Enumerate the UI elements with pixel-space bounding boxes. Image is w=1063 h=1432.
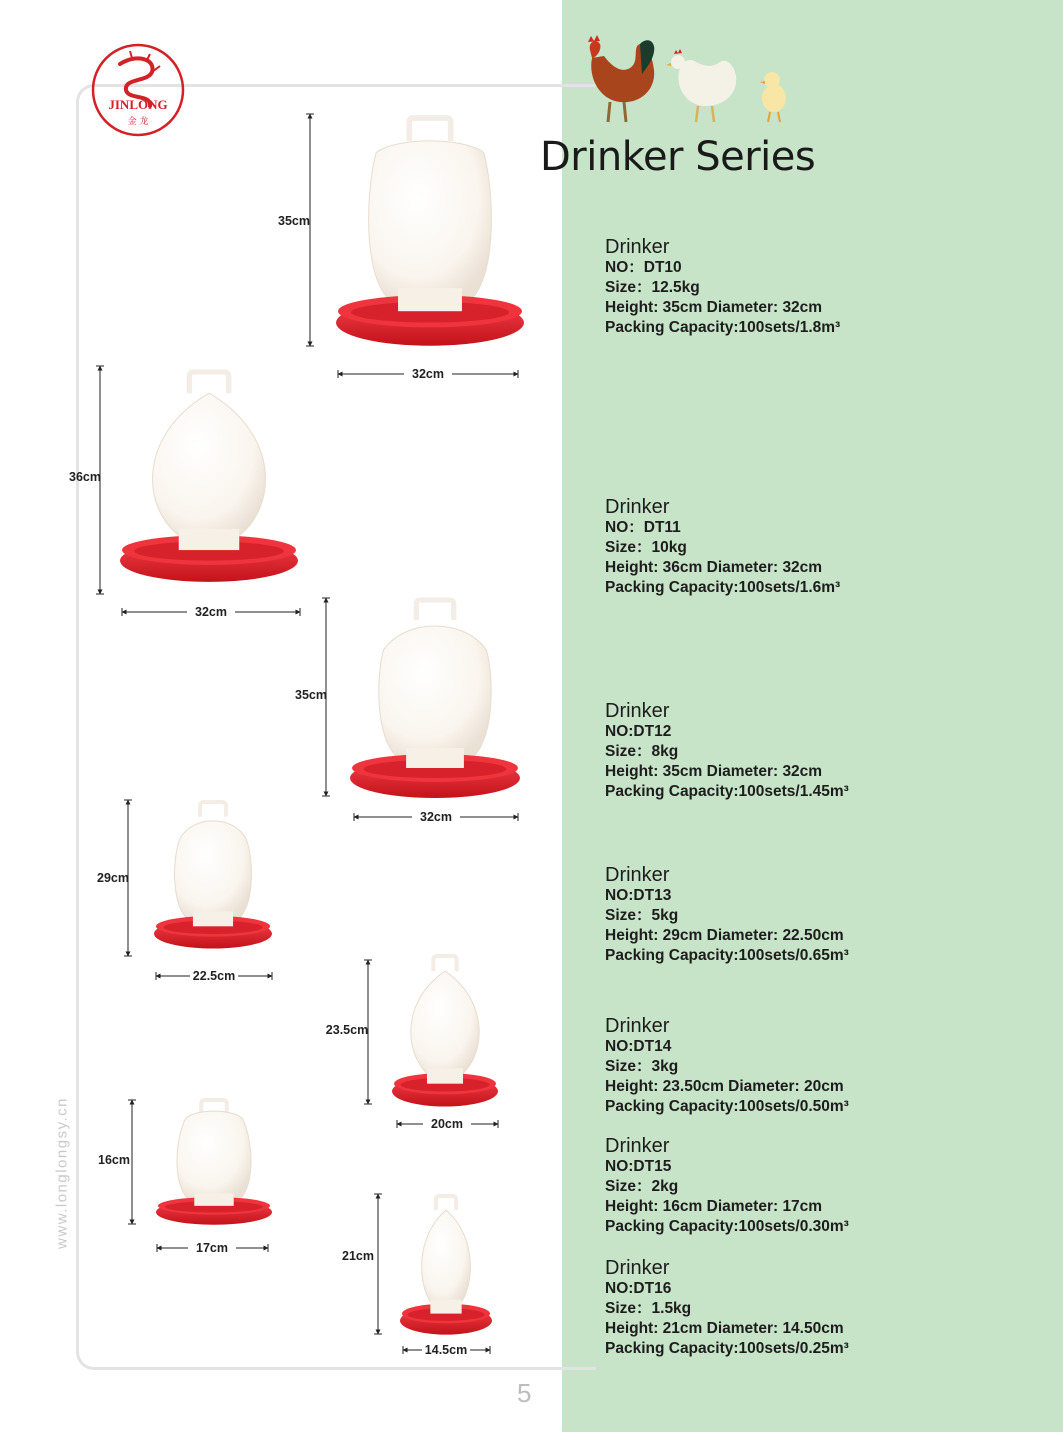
spec-packing: Packing Capacity:100sets/0.30m³ [605, 1218, 849, 1235]
spec-packing: Packing Capacity:100sets/0.50m³ [605, 1098, 849, 1115]
drinker-neck [406, 748, 464, 768]
spec-dt14 [605, 1015, 849, 1117]
height-label: 23.5cm [325, 1023, 369, 1037]
drinker-11 [69, 366, 300, 619]
logo-chinese: 金 龙 [127, 117, 149, 127]
drinker-neck [194, 1193, 233, 1206]
drinker-neck [427, 1068, 463, 1083]
drinker-neck [430, 1300, 461, 1314]
width-label: 22.5cm [192, 969, 236, 983]
handle [200, 802, 226, 817]
width-label: 20cm [431, 1117, 463, 1131]
spec-packing: Packing Capacity:100sets/1.45m³ [605, 783, 849, 800]
spec-dims: Height: 35cm Diameter: 32cm [605, 299, 823, 316]
drinker-body [175, 821, 252, 921]
spec-dt10 [605, 236, 840, 338]
website-vertical: www.longlongsy.cn [53, 1097, 71, 1249]
spec-no: NO:DT15 [605, 1158, 672, 1175]
spec-dims: Height: 36cm Diameter: 32cm [605, 559, 823, 576]
logo-wordmark: JINLONG [108, 97, 168, 112]
spec-size: Size：12.5kg [605, 279, 700, 296]
spec-dims: Height: 29cm Diameter: 22.50cm [605, 927, 844, 944]
drinker-neck [193, 912, 233, 927]
drinker-body [153, 393, 266, 541]
width-label: 17cm [196, 1241, 228, 1255]
spec-name: Drinker [605, 1257, 670, 1279]
spec-dims: Height: 16cm Diameter: 17cm [605, 1198, 823, 1215]
handle [189, 372, 228, 393]
spec-dims: Height: 21cm Diameter: 14.50cm [605, 1320, 844, 1337]
handle [436, 1196, 456, 1210]
height-label: 35cm [295, 688, 327, 702]
spec-name: Drinker [605, 864, 670, 886]
handle [409, 118, 450, 141]
spec-dt15 [605, 1135, 849, 1237]
handle [433, 956, 456, 971]
spec-size: Size：10kg [605, 539, 687, 556]
spec-no: NO:DT16 [605, 1280, 672, 1297]
spec-name: Drinker [605, 236, 670, 258]
drinker-body [411, 971, 479, 1077]
width-label: 32cm [412, 367, 444, 381]
spec-dt12 [605, 700, 849, 802]
page-number: 5 [517, 1378, 532, 1408]
spec-packing: Packing Capacity:100sets/1.6m³ [605, 579, 841, 596]
spec-packing: Packing Capacity:100sets/0.25m³ [605, 1340, 849, 1357]
spec-no: NO：DT11 [605, 519, 681, 536]
spec-no: NO:DT12 [605, 723, 672, 740]
spec-size: Size：5kg [605, 907, 679, 924]
height-label: 29cm [97, 871, 129, 885]
spec-dt13 [605, 864, 849, 966]
height-label: 35cm [278, 214, 310, 228]
drinker-body [379, 626, 491, 760]
spec-dt11 [605, 496, 840, 598]
height-label: 21cm [342, 1249, 374, 1263]
width-label: 14.5cm [424, 1343, 468, 1357]
spec-no: NO：DT10 [605, 259, 682, 276]
drinker-neck [179, 529, 240, 550]
spec-dt16 [605, 1257, 849, 1359]
series-title: Drinker Series [540, 134, 816, 180]
drinker-12 [295, 598, 520, 824]
drinker-16 [342, 1194, 492, 1357]
drinker-15 [98, 1100, 272, 1255]
drinker-10 [278, 114, 524, 381]
spec-no: NO:DT13 [605, 887, 672, 904]
drinker-14 [326, 956, 498, 1131]
width-label: 32cm [420, 810, 452, 824]
drinker-body [369, 141, 492, 302]
height-label: 36cm [69, 470, 101, 484]
spec-packing: Packing Capacity:100sets/1.8m³ [605, 319, 841, 336]
spec-name: Drinker [605, 496, 670, 518]
spec-no: NO:DT14 [605, 1038, 672, 1055]
spec-size: Size：3kg [605, 1058, 679, 1075]
spec-size: Size：8kg [605, 743, 679, 760]
spec-packing: Packing Capacity:100sets/0.65m³ [605, 947, 849, 964]
drinker-body [177, 1111, 251, 1201]
spec-dims: Height: 23.50cm Diameter: 20cm [605, 1078, 844, 1095]
spec-name: Drinker [605, 700, 670, 722]
spec-size: Size：1.5kg [605, 1300, 692, 1317]
height-label: 16cm [98, 1153, 130, 1167]
spec-dims: Height: 35cm Diameter: 32cm [605, 763, 823, 780]
drinker-13 [97, 800, 272, 983]
width-label: 32cm [195, 605, 227, 619]
handle [416, 600, 453, 620]
spec-name: Drinker [605, 1015, 670, 1037]
spec-size: Size：2kg [605, 1178, 679, 1195]
drinker-body [422, 1210, 471, 1308]
spec-name: Drinker [605, 1135, 670, 1157]
drinker-neck [398, 288, 462, 311]
